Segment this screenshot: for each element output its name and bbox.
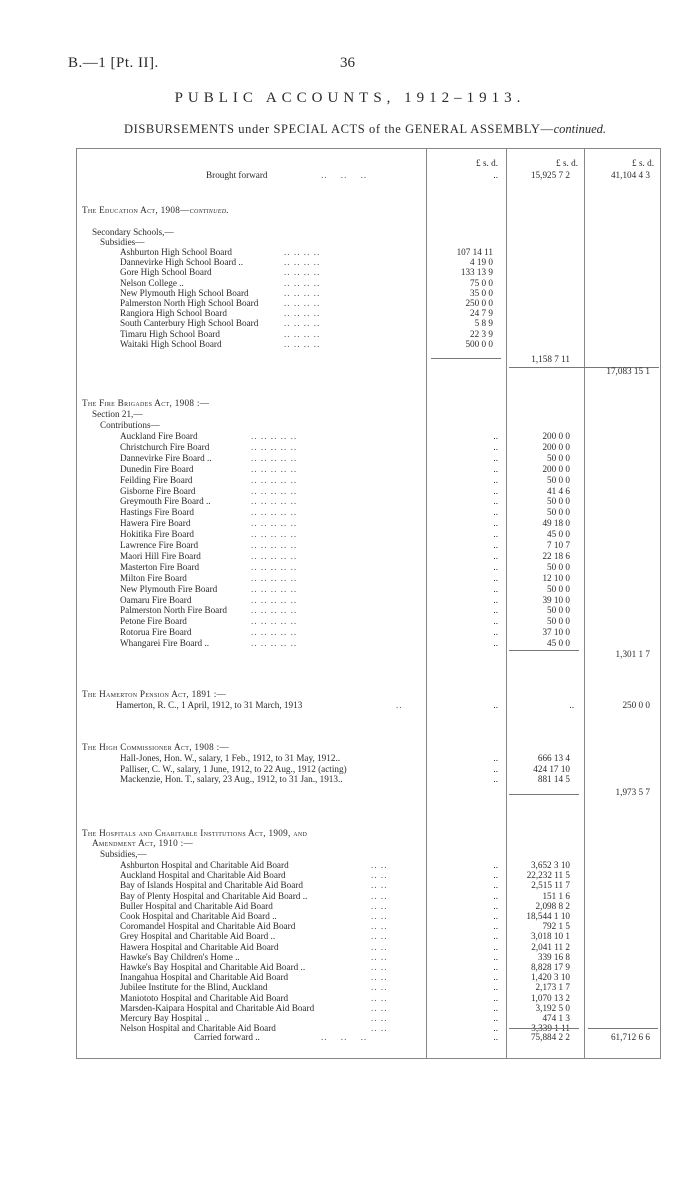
leader-dots: .. .. .. .. ..: [251, 463, 298, 474]
column-header-3: £ s. d.: [632, 158, 654, 168]
row-label: South Canterbury High School Board: [120, 318, 259, 329]
leader-dots: .. ..: [371, 870, 388, 881]
leader-dots: ..: [493, 941, 498, 952]
fire-total: 1,301 1 7: [615, 649, 650, 659]
row-amount: 50 0 0: [547, 561, 570, 572]
row-label: Oamaru Fire Board: [120, 594, 192, 605]
leader-dots: ..: [493, 638, 498, 649]
row-amount: 12 10 0: [542, 572, 570, 583]
table-bottom-rule: [76, 1058, 661, 1059]
section-heading-high-commissioner: The High Commissioner Act, 1908 :—: [82, 742, 229, 752]
row-amount: 3,018 10 1: [530, 931, 570, 942]
row-amount: 1,420 3 10: [530, 972, 570, 983]
row-label: Dannevirke High School Board ..: [120, 257, 243, 268]
leader-dots: .. ..: [371, 900, 388, 911]
leader-dots: .. .. .. .. ..: [251, 572, 298, 583]
table-row: [76, 529, 661, 540]
amount-col3: 41,104 4 3: [610, 170, 650, 180]
leader-dots: .. .. .. .. ..: [251, 627, 298, 638]
row-amount: 7 10 7: [547, 540, 570, 550]
amount-col2: 15,925 7 2: [530, 170, 570, 180]
section-heading-hospitals: The Hospitals and Charitable Institutions Act, 1909, and: [82, 828, 308, 838]
row-amount: 666 13 4: [537, 753, 570, 763]
leader-dots: ..: [493, 583, 498, 594]
subheading: Secondary Schools,—: [92, 227, 174, 237]
page-number: 36: [340, 55, 355, 71]
row-amount: 50 0 0: [547, 616, 570, 627]
row-amount: 5 8 9: [474, 318, 493, 329]
accounts-table: [76, 148, 661, 1058]
table-row: [76, 464, 661, 475]
row-amount: 50 0 0: [547, 474, 570, 485]
leader-dots: ..: [493, 594, 498, 605]
row-label: Milton Fire Board: [120, 572, 187, 583]
row-amount: 75 0 0: [470, 277, 493, 288]
table-row: [76, 562, 661, 573]
row-label: Feilding Fire Board: [120, 474, 193, 485]
row-label: Hawera Hospital and Charitable Aid Board: [120, 941, 279, 952]
leader-dots: ..: [493, 518, 498, 529]
row-label: Timaru High School Board: [120, 328, 220, 339]
row-amount: 792 1 5: [542, 921, 570, 932]
row-amount: 49 18 0: [542, 518, 570, 529]
leader-dots: ..: [493, 463, 498, 474]
row-amount: 4 19 0: [470, 257, 493, 268]
leader-dots: ..: [493, 1023, 498, 1034]
row-amount: 8,828 17 9: [530, 962, 570, 972]
table-row: [76, 573, 661, 584]
row-label: Coromandel Hospital and Charitable Aid Board: [120, 921, 296, 932]
row-amount: 45 0 0: [547, 638, 570, 649]
row-label: Buller Hospital and Charitable Aid Board: [120, 900, 273, 911]
row-amount: 22 3 9: [470, 328, 493, 339]
table-row: [76, 486, 661, 497]
row-label: Hall-Jones, Hon. W., salary, 1 Feb., 1912, to 31 May, 1912..: [120, 753, 341, 763]
education-total-row: [76, 366, 661, 377]
subheading: Subsidies—: [100, 237, 145, 247]
row-amount: 50 0 0: [547, 452, 570, 463]
leader-dots: .. .. .. .. ..: [251, 474, 298, 485]
leader-dots: ..: [493, 485, 498, 496]
row-amount: 2,515 11 7: [531, 880, 570, 891]
row-amount: 424 17 10: [533, 763, 570, 774]
leader-dots: .. ..: [371, 880, 388, 891]
table-row: [76, 638, 661, 649]
leader-dots: ..: [493, 860, 498, 870]
row-amount: 2,098 8 2: [535, 900, 570, 911]
leader-dots: .. .. .. .. ..: [251, 485, 298, 496]
row-label: Carried forward ..: [194, 1032, 260, 1042]
row-amount: 39 10 0: [542, 594, 570, 605]
leader-dots: .. .. .. ..: [284, 328, 321, 339]
education-subtotal-row: [76, 354, 661, 365]
section-heading-education: The Education Act, 1908—continued.: [82, 205, 229, 215]
row-amount: 1,070 13 2: [530, 992, 570, 1003]
leader-dots: .. ..: [371, 951, 388, 962]
table-row: [76, 496, 661, 507]
row-label: Greymouth Fire Board ..: [120, 496, 211, 507]
amount-col1: ..: [493, 700, 498, 710]
leader-dots: .. ..: [371, 962, 388, 972]
row-label: Palmerston North Fire Board: [120, 605, 227, 616]
row-label: Palmerston North High School Board: [120, 298, 259, 308]
row-label: Inangahua Hospital and Charitable Aid Board: [120, 972, 289, 983]
row-amount: 24 7 9: [470, 308, 493, 319]
leader-dots: .. .. ..: [321, 170, 368, 180]
row-label: Cook Hospital and Charitable Aid Board ..: [120, 911, 277, 921]
row-label: Gore High School Board: [120, 267, 212, 278]
leader-dots: .. .. .. .. ..: [251, 529, 298, 540]
row-label: Grey Hospital and Charitable Aid Board ..: [120, 931, 276, 942]
leader-dots: .. .. .. .. ..: [251, 452, 298, 463]
page-title: PUBLIC ACCOUNTS, 1912–1913.: [174, 90, 526, 106]
education-total: 17,083 15 1: [606, 366, 650, 376]
row-label: Nelson Hospital and Charitable Aid Board: [120, 1023, 276, 1034]
table-row: [76, 453, 661, 464]
table-row: [76, 616, 661, 627]
row-amount: 37 10 0: [542, 627, 570, 638]
leader-dots: ..: [493, 616, 498, 627]
leader-dots: .. ..: [371, 992, 388, 1003]
high-commissioner-total-row: [76, 787, 661, 798]
leader-dots: ..: [493, 763, 498, 774]
leader-dots: .. .. .. ..: [284, 267, 321, 278]
row-label: Ashburton Hospital and Charitable Aid Board: [120, 860, 289, 870]
table-row: [76, 595, 661, 606]
page-subtitle: DISBURSEMENTS under SPECIAL ACTS of the GENERAL ASSEMBLY—continued.: [123, 122, 607, 136]
fire-total-row: [76, 649, 661, 660]
leader-dots: ..: [493, 550, 498, 561]
leader-dots: .. ..: [371, 1002, 388, 1013]
leader-dots: ..: [493, 992, 498, 1003]
row-label: Dannevirke Fire Board ..: [120, 452, 212, 463]
row-label: Hawke's Bay Hospital and Charitable Aid Board ..: [120, 962, 306, 972]
subheading: Section 21,—: [92, 409, 143, 419]
row-amount: 500 0 0: [465, 338, 493, 349]
row-amount: 50 0 0: [547, 605, 570, 616]
row-label: Hastings Fire Board: [120, 507, 195, 518]
table-row: [76, 339, 661, 350]
row-label: Brought forward: [206, 170, 268, 180]
leader-dots: .. .. .. .. ..: [251, 550, 298, 561]
row-amount: 3,652 3 10: [530, 860, 570, 870]
row-amount: 45 0 0: [547, 529, 570, 540]
report-reference: B.—1 [Pt. II].: [68, 55, 159, 71]
leader-dots: .. .. .. ..: [284, 318, 321, 329]
row-label: Auckland Fire Board: [120, 431, 198, 441]
leader-dots: ..: [493, 900, 498, 911]
leader-dots: .. .. .. .. ..: [251, 583, 298, 594]
leader-dots: .. .. .. .. ..: [251, 594, 298, 605]
table-row: [76, 584, 661, 595]
carried-forward-row: [76, 1032, 661, 1043]
row-amount: 41 4 6: [547, 485, 570, 496]
leader-dots: ..: [493, 921, 498, 932]
row-label: Marsden-Kaipara Hospital and Charitable Aid Board: [120, 1002, 315, 1013]
row-amount: 50 0 0: [547, 583, 570, 594]
table-row: [76, 774, 661, 785]
row-amount: 22,232 11 5: [526, 870, 570, 881]
leader-dots: .. ..: [371, 982, 388, 993]
row-amount: 3,192 5 0: [535, 1002, 570, 1013]
section-heading-hospitals-cont: Amendment Act, 1910 :—: [92, 838, 193, 848]
education-subtotal: 1,158 7 11: [531, 354, 570, 364]
row-label: New Plymouth Fire Board: [120, 583, 218, 594]
row-label: Whangarei Fire Board ..: [120, 638, 210, 649]
leader-dots: .. ..: [371, 931, 388, 942]
row-label: Petone Fire Board: [120, 616, 187, 627]
leader-dots: ..: [493, 972, 498, 983]
subtotal-rule: [588, 1028, 658, 1029]
leader-dots: ..: [493, 561, 498, 572]
table-row: [76, 431, 661, 442]
row-amount: 200 0 0: [542, 431, 570, 441]
column-header-2: £ s. d.: [556, 158, 578, 168]
column-header-1: £ s. d.: [476, 158, 498, 168]
leader-dots: .. .. .. .. ..: [251, 441, 298, 452]
row-label: Rangiora High School Board: [120, 308, 227, 319]
table-row: [76, 518, 661, 529]
subtotal-rule: [509, 1028, 579, 1029]
leader-dots: ..: [493, 1013, 498, 1023]
leader-dots: .. .. .. .. ..: [251, 540, 298, 550]
table-row: [76, 627, 661, 638]
leader-dots: ..: [493, 1002, 498, 1013]
leader-dots: .. .. .. .. ..: [251, 605, 298, 616]
row-label: Ashburton High School Board: [120, 247, 233, 257]
leader-dots: ..: [493, 880, 498, 891]
table-top-rule: [76, 148, 661, 149]
leader-dots: .. .. .. ..: [284, 308, 321, 319]
row-label: Lawrence Fire Board: [120, 540, 199, 550]
hamerton-total: 250 0 0: [622, 700, 650, 710]
section-heading-fire-brigades: The Fire Brigades Act, 1908 :—: [82, 398, 210, 408]
leader-dots: .. .. .. .. ..: [251, 638, 298, 649]
leader-dots: .. .. .. ..: [284, 338, 321, 349]
row-label: New Plymouth High School Board: [120, 287, 249, 298]
row-amount: 474 1 3: [542, 1013, 570, 1023]
hamerton-row: [76, 700, 661, 711]
brought-forward-row: [76, 170, 661, 181]
row-label: Dunedin Fire Board: [120, 463, 194, 474]
table-row: [76, 764, 661, 775]
leader-dots: ..: [493, 529, 498, 540]
row-amount: 18,544 1 10: [526, 911, 570, 921]
row-amount: 2,173 1 7: [535, 982, 570, 993]
leader-dots: .. .. .. ..: [284, 257, 321, 268]
table-row: [76, 507, 661, 518]
row-amount: 50 0 0: [547, 507, 570, 518]
leader-dots: .. ..: [371, 972, 388, 983]
section-heading-hamerton: The Hamerton Pension Act, 1891 :—: [82, 689, 227, 699]
leader-dots: .. .. .. .. ..: [251, 507, 298, 518]
table-row: [76, 475, 661, 486]
table-row: [76, 551, 661, 562]
row-amount: 250 0 0: [465, 298, 493, 308]
table-row: [76, 540, 661, 551]
amount-col1: ..: [493, 1032, 498, 1042]
row-amount: 339 16 8: [537, 951, 570, 962]
table-row: [76, 605, 661, 616]
row-amount: 35 0 0: [470, 287, 493, 298]
row-label: Auckland Hospital and Charitable Aid Board: [120, 870, 286, 881]
leader-dots: .. .. .. .. ..: [251, 518, 298, 529]
leader-dots: .. .. .. .. ..: [251, 431, 298, 441]
amount-col2: 75,884 2 2: [530, 1032, 570, 1042]
amount-col1: ..: [493, 170, 498, 180]
row-label: Palliser, C. W., salary, 1 June, 1912, to 22 Aug., 1912 (acting): [120, 763, 347, 774]
leader-dots: ..: [493, 962, 498, 972]
amount-col3: 61,712 6 6: [610, 1032, 650, 1042]
row-label: Hamerton, R. C., 1 April, 1912, to 31 March, 1913: [116, 700, 303, 710]
leader-dots: ..: [493, 496, 498, 507]
leader-dots: ..: [493, 870, 498, 881]
row-label: Maniototo Hospital and Charitable Aid Board: [120, 992, 289, 1003]
amount-col2: ..: [569, 700, 574, 710]
row-amount: 151 1 6: [542, 890, 570, 901]
row-label: Hawke's Bay Children's Home ..: [120, 951, 240, 962]
leader-dots: .. .. .. .. ..: [251, 496, 298, 507]
leader-dots: ..: [493, 452, 498, 463]
leader-dots: .. .. .. ..: [284, 277, 321, 288]
leader-dots: ..: [493, 572, 498, 583]
row-label: Rotorua Fire Board: [120, 627, 192, 638]
row-label: Bay of Plenty Hospital and Charitable Aid Board ..: [120, 890, 308, 901]
high-commissioner-total: 1,973 5 7: [615, 787, 650, 797]
leader-dots: ..: [493, 774, 498, 784]
row-label: Mackenzie, Hon. T., salary, 23 Aug., 1912, to 31 Jan., 1913..: [120, 774, 343, 784]
row-amount: 2,041 11 2: [531, 941, 570, 952]
leader-dots: ..: [493, 540, 498, 550]
row-label: Masterton Fire Board: [120, 561, 200, 572]
leader-dots: .. ..: [371, 1013, 388, 1023]
row-amount: 200 0 0: [542, 463, 570, 474]
leader-dots: .. .. .. ..: [284, 287, 321, 298]
table-row: [76, 753, 661, 764]
row-label: Gisborne Fire Board: [120, 485, 196, 496]
leader-dots: .. ..: [371, 1023, 388, 1034]
row-label: Christchurch Fire Board: [120, 441, 210, 452]
row-amount: 200 0 0: [542, 441, 570, 452]
leader-dots: .. ..: [371, 890, 388, 901]
row-label: Hokitika Fire Board: [120, 529, 194, 540]
leader-dots: ..: [493, 605, 498, 616]
row-label: Hawera Fire Board: [120, 518, 191, 529]
leader-dots: ..: [493, 982, 498, 993]
leader-dots: .. ..: [371, 911, 388, 921]
row-label: Waitaki High School Board: [120, 338, 222, 349]
leader-dots: .. ..: [371, 860, 388, 870]
leader-dots: ..: [493, 627, 498, 638]
leader-dots: .. ..: [371, 941, 388, 952]
row-label: Nelson College ..: [120, 277, 184, 288]
leader-dots: .. .. .. .. ..: [251, 561, 298, 572]
leader-dots: ..: [493, 753, 498, 763]
row-amount: 22 18 6: [542, 550, 570, 561]
leader-dots: ..: [493, 951, 498, 962]
row-label: Maori Hill Fire Board: [120, 550, 201, 561]
leader-dots: ..: [493, 507, 498, 518]
row-amount: 881 14 5: [537, 774, 570, 784]
row-amount: 133 13 9: [460, 267, 493, 278]
column-headers: [76, 158, 661, 169]
leader-dots: .. ..: [371, 921, 388, 932]
leader-dots: ..: [493, 890, 498, 901]
leader-dots: .. .. .. .. ..: [251, 616, 298, 627]
subheading: Subsidies,—: [100, 849, 147, 859]
table-row: [76, 442, 661, 453]
subheading: Contributions—: [100, 420, 160, 430]
leader-dots: ..: [493, 474, 498, 485]
leader-dots: .. .. .. ..: [284, 298, 321, 308]
row-label: Bay of Islands Hospital and Charitable Aid Board: [120, 880, 303, 891]
row-amount: 3,339 1 11: [531, 1023, 570, 1034]
leader-dots: ..: [396, 700, 403, 710]
leader-dots: .. .. .. ..: [284, 247, 321, 257]
row-amount: 50 0 0: [547, 496, 570, 507]
leader-dots: ..: [493, 441, 498, 452]
row-label: Mercury Bay Hospital ..: [120, 1013, 210, 1023]
leader-dots: ..: [493, 931, 498, 942]
leader-dots: .. .. ..: [321, 1032, 368, 1042]
leader-dots: ..: [493, 431, 498, 441]
row-amount: 107 14 11: [456, 247, 493, 257]
row-label: Jubilee Institute for the Blind, Auckland: [120, 982, 268, 993]
leader-dots: ..: [493, 911, 498, 921]
